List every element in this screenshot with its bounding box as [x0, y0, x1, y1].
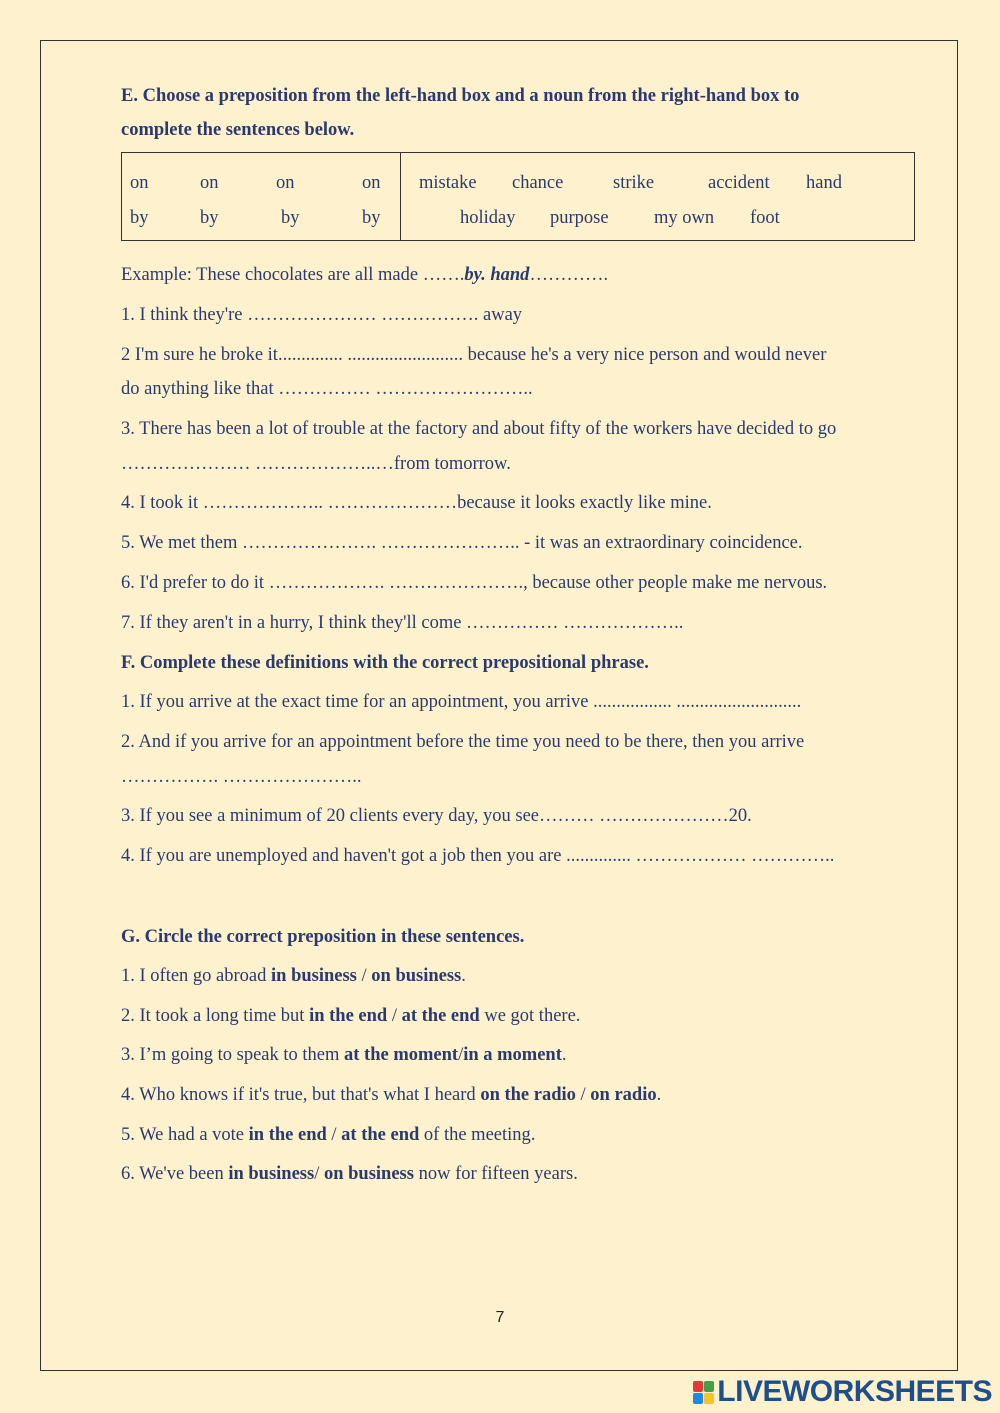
- choice-option[interactable]: at the moment: [344, 1045, 459, 1065]
- preposition-word: by: [281, 208, 300, 228]
- preposition-word: on: [362, 173, 381, 193]
- preposition-word: by: [130, 208, 149, 228]
- choice-separator: /: [356, 966, 372, 986]
- exercise-f-item: ……………. …………………..: [121, 767, 362, 787]
- choice-option[interactable]: at the end: [341, 1125, 420, 1145]
- word-box-divider: [400, 153, 401, 240]
- exercise-f-item: 3. If you see a minimum of 20 clients every day, you see……… …………………20.: [121, 806, 752, 826]
- noun-word: holiday: [460, 208, 516, 228]
- choice-separator: /: [326, 1125, 342, 1145]
- item-text: 5. We had a vote: [121, 1125, 249, 1145]
- section-e-heading-line2: complete the sentences below.: [121, 120, 355, 140]
- item-text: 6. We've been: [121, 1164, 229, 1184]
- item-text: of the meeting.: [419, 1125, 536, 1145]
- choice-option[interactable]: in a moment: [463, 1045, 562, 1065]
- word-box: [121, 152, 915, 241]
- noun-word: hand: [806, 173, 842, 193]
- choice-option[interactable]: in the end: [309, 1006, 388, 1026]
- section-f-heading: F. Complete these definitions with the correct prepositional phrase.: [121, 653, 649, 673]
- example-suffix: ………….: [529, 265, 609, 285]
- preposition-word: by: [362, 208, 381, 228]
- choice-option[interactable]: on business: [371, 966, 462, 986]
- choice-option[interactable]: in business: [228, 1164, 315, 1184]
- choice-separator: /: [387, 1006, 402, 1026]
- item-text: 2. It took a long time but: [121, 1006, 310, 1026]
- choice-option[interactable]: in the end: [248, 1125, 327, 1145]
- item-text: 4. Who knows if it's true, but that's what I heard: [121, 1085, 481, 1105]
- exercise-e-item: ………………… ………………..…from tomorrow.: [121, 454, 511, 474]
- logo-square: [693, 1393, 703, 1404]
- item-text: we got there.: [479, 1006, 581, 1026]
- noun-word: purpose: [550, 208, 609, 228]
- exercise-e-item: 6. I'd prefer to do it ………………. …………………., because other people make me nervous.: [121, 573, 828, 593]
- choice-separator: /: [458, 1045, 464, 1065]
- exercise-e-item: 7. If they aren't in a hurry, I think they'll come …………… ………………..: [121, 613, 684, 633]
- section-g-heading: G. Circle the correct preposition in these sentences.: [121, 927, 525, 947]
- choice-option[interactable]: at the end: [401, 1006, 480, 1026]
- liveworksheets-logo[interactable]: [693, 1375, 992, 1409]
- exercise-e-item: 1. I think they're ………………… ……………. away: [121, 305, 523, 325]
- item-text: .: [461, 966, 466, 986]
- exercise-g-item: [121, 1124, 535, 1146]
- section-e-heading-line1: E. Choose a preposition from the left-hand box and a noun from the right-hand box to: [121, 86, 800, 106]
- exercise-e-item: 3. There has been a lot of trouble at the factory and about fifty of the workers have decided to go: [121, 419, 837, 439]
- choice-option[interactable]: on business: [323, 1164, 414, 1184]
- exercise-e-item: 4. I took it ……………….. …………………because it looks exactly like mine.: [121, 493, 712, 513]
- logo-square: [704, 1393, 714, 1404]
- noun-word: strike: [613, 173, 655, 193]
- logo-mark-icon: [693, 1381, 714, 1404]
- exercise-g-item: [121, 1163, 578, 1185]
- exercise-f-item: 4. If you are unemployed and haven't got a job then you are .............. ……………… …………..: [121, 846, 835, 866]
- example-line: [121, 264, 608, 286]
- item-text: .: [656, 1085, 662, 1105]
- logo-square: [704, 1381, 714, 1392]
- preposition-word: by: [200, 208, 219, 228]
- example-prefix: Example: These chocolates are all made …….: [121, 265, 465, 285]
- item-text: 3. I’m going to speak to them: [121, 1045, 344, 1065]
- choice-option[interactable]: in business: [271, 966, 357, 986]
- exercise-f-item: 2. And if you arrive for an appointment before the time you need to be there, then you arrive: [121, 732, 805, 752]
- choice-option[interactable]: on the radio: [480, 1085, 576, 1105]
- noun-word: foot: [750, 208, 780, 228]
- exercise-g-item: [121, 1044, 567, 1066]
- choice-separator: /: [314, 1164, 324, 1184]
- exercise-e-item: 2 I'm sure he broke it.............. ......................... because he's a very nice person and would never: [121, 345, 827, 365]
- exercise-g-item: [121, 1084, 661, 1106]
- exercise-f-item: 1. If you arrive at the exact time for an appointment, you arrive ................. ...........................: [121, 692, 802, 712]
- logo-square: [693, 1381, 703, 1392]
- page-number: 7: [495, 1309, 505, 1326]
- preposition-word: on: [200, 173, 219, 193]
- exercise-g-item: [121, 965, 466, 987]
- noun-word: accident: [708, 173, 770, 193]
- exercise-e-item: 5. We met them …………………. ………………….. - it was an extraordinary coincidence.: [121, 533, 803, 553]
- choice-option[interactable]: on radio: [590, 1085, 657, 1105]
- item-text: .: [561, 1045, 567, 1065]
- choice-separator: /: [575, 1085, 591, 1105]
- noun-word: mistake: [419, 173, 477, 193]
- preposition-word: on: [276, 173, 295, 193]
- example-answer: by. hand: [464, 265, 530, 285]
- exercise-e-item: do anything like that …………… ……………………..: [121, 379, 533, 399]
- item-text: 1. I often go abroad: [121, 966, 272, 986]
- noun-word: my own: [654, 208, 715, 228]
- noun-word: chance: [512, 173, 564, 193]
- item-text: now for fifteen years.: [413, 1164, 578, 1184]
- preposition-word: on: [130, 173, 149, 193]
- logo-text: LIVEWORKSHEETS: [717, 1375, 992, 1408]
- exercise-g-item: [121, 1005, 580, 1027]
